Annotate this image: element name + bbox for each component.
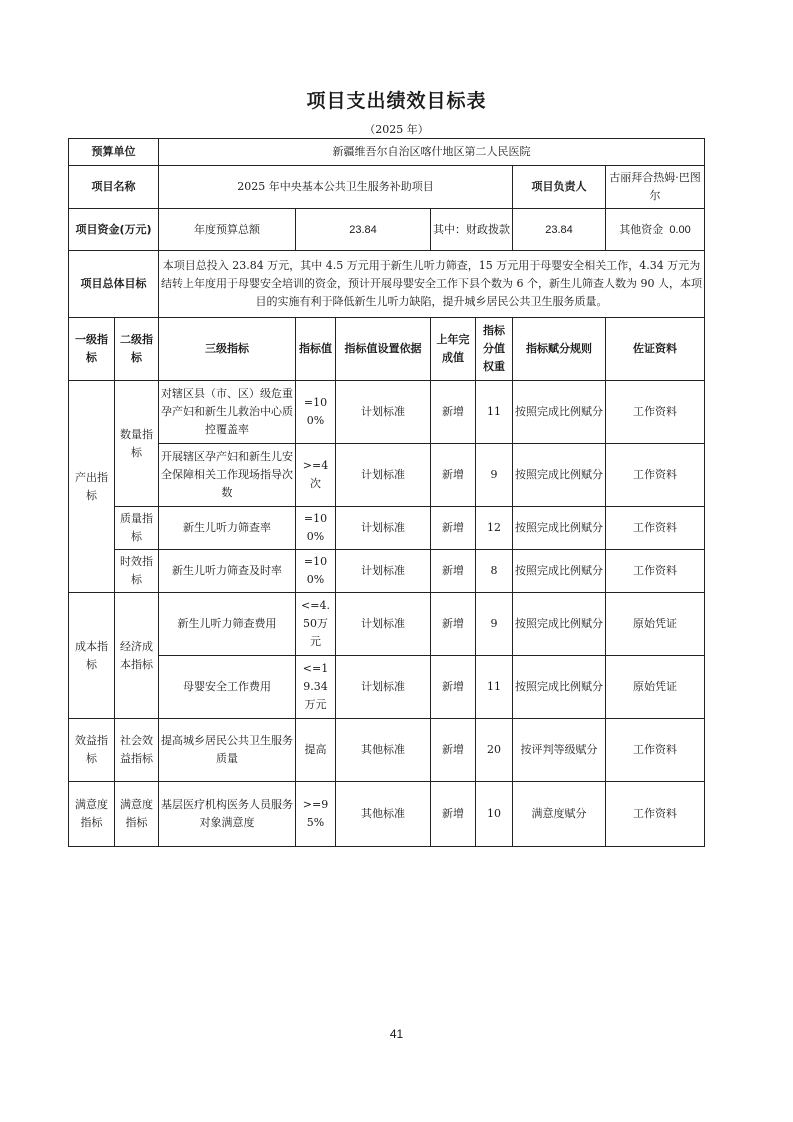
project-name-value: 2025 年中央基本公共卫生服务补助项目 (159, 166, 513, 209)
basis-cell: 计划标准 (336, 507, 431, 550)
value-cell: >=95% (296, 782, 336, 847)
project-funds-label: 项目资金(万元) (69, 209, 159, 251)
table-row (69, 444, 705, 507)
project-funds-row (69, 209, 705, 251)
basis-cell: 计划标准 (336, 593, 431, 656)
basis-cell: 计划标准 (336, 381, 431, 444)
page-number: 41 (389, 1027, 404, 1041)
basis-cell: 计划标准 (336, 656, 431, 719)
value-cell: <=4.50万元 (296, 593, 336, 656)
basis-cell: 计划标准 (336, 550, 431, 593)
table-row (69, 782, 705, 847)
level2-cell: 质量指标 (115, 507, 159, 550)
level2-cell: 满意度指标 (115, 782, 159, 847)
level2-cell: 经济成本指标 (115, 593, 159, 719)
level3-cell: 新生儿听力筛查费用 (159, 593, 296, 656)
table-row (69, 656, 705, 719)
level3-cell: 开展辖区孕产妇和新生儿安全保障相关工作现场指导次数 (159, 444, 296, 507)
evidence-cell: 工作资料 (606, 381, 705, 444)
col-evidence: 佐证资料 (606, 318, 705, 381)
last-year-cell: 新增 (431, 656, 476, 719)
last-year-cell: 新增 (431, 719, 476, 782)
column-header-row (69, 318, 705, 381)
evidence-cell: 工作资料 (606, 550, 705, 593)
level2-cell: 时效指标 (115, 550, 159, 593)
level1-cell: 产出指标 (69, 381, 115, 593)
performance-target-table (68, 138, 705, 847)
level3-cell: 对辖区县（市、区）级危重孕产妇和新生儿救治中心质控覆盖率 (159, 381, 296, 444)
level2-cell: 数量指标 (115, 381, 159, 507)
evidence-cell: 原始凭证 (606, 593, 705, 656)
level3-cell: 新生儿听力筛查率 (159, 507, 296, 550)
level1-cell: 满意度指标 (69, 782, 115, 847)
basis-cell: 其他标准 (336, 719, 431, 782)
rule-cell: 按照完成比例赋分 (513, 550, 606, 593)
evidence-cell: 工作资料 (606, 507, 705, 550)
last-year-cell: 新增 (431, 782, 476, 847)
rule-cell: 按照完成比例赋分 (513, 507, 606, 550)
weight-cell: 9 (476, 593, 513, 656)
fiscal-allocation-label: 其中：财政拨款 (431, 209, 513, 251)
fiscal-allocation-value: 23.84 (513, 209, 606, 251)
weight-cell: 11 (476, 656, 513, 719)
level3-cell: 母婴安全工作费用 (159, 656, 296, 719)
last-year-cell: 新增 (431, 444, 476, 507)
rule-cell: 按照完成比例赋分 (513, 444, 606, 507)
value-cell: =100% (296, 507, 336, 550)
other-funds-cell (606, 209, 705, 251)
other-funds-label: 其他资金 (619, 223, 664, 236)
last-year-cell: 新增 (431, 507, 476, 550)
level3-cell: 新生儿听力筛查及时率 (159, 550, 296, 593)
col-rule: 指标赋分规则 (513, 318, 606, 381)
table-row (69, 507, 705, 550)
weight-cell: 12 (476, 507, 513, 550)
weight-cell: 20 (476, 719, 513, 782)
col-level3: 三级指标 (159, 318, 296, 381)
level3-cell: 基层医疗机构医务人员服务对象满意度 (159, 782, 296, 847)
evidence-cell: 工作资料 (606, 782, 705, 847)
weight-cell: 9 (476, 444, 513, 507)
project-name-label: 项目名称 (69, 166, 159, 209)
overall-goal-text: 本项目总投入 23.84 万元，其中 4.5 万元用于新生儿听力筛查，15 万元用于母婴安全相关工作，4.34 万元为结转上年度用于母婴安全培训的资金，预计开展母婴安全工作下县个数为 6 个，新生儿筛查人数为 90 人，本项目的实施有利于降低新生儿听力缺陷，提升城乡居民公共卫生服务质量。 (159, 251, 705, 318)
level1-cell: 成本指标 (69, 593, 115, 719)
value-cell: >=4次 (296, 444, 336, 507)
table-row (69, 593, 705, 656)
document-title: 项目支出绩效目标表 (306, 90, 487, 112)
rule-cell: 按评判等级赋分 (513, 719, 606, 782)
col-weight: 指标分值权重 (476, 318, 513, 381)
budget-unit-row (69, 139, 705, 166)
project-name-row (69, 166, 705, 209)
other-funds-value: 0.00 (669, 223, 691, 236)
last-year-cell: 新增 (431, 593, 476, 656)
value-cell: 提高 (296, 719, 336, 782)
level2-cell: 社会效益指标 (115, 719, 159, 782)
value-cell: <=19.34万元 (296, 656, 336, 719)
annual-budget-label: 年度预算总额 (159, 209, 296, 251)
weight-cell: 11 (476, 381, 513, 444)
weight-cell: 10 (476, 782, 513, 847)
table-row (69, 381, 705, 444)
evidence-cell: 工作资料 (606, 719, 705, 782)
evidence-cell: 工作资料 (606, 444, 705, 507)
col-value: 指标值 (296, 318, 336, 381)
rule-cell: 按照完成比例赋分 (513, 381, 606, 444)
level3-cell: 提高城乡居民公共卫生服务质量 (159, 719, 296, 782)
basis-cell: 其他标准 (336, 782, 431, 847)
col-level2: 二级指标 (115, 318, 159, 381)
last-year-cell: 新增 (431, 550, 476, 593)
basis-cell: 计划标准 (336, 444, 431, 507)
evidence-cell: 原始凭证 (606, 656, 705, 719)
value-cell: =100% (296, 381, 336, 444)
budget-unit-label: 预算单位 (69, 139, 159, 166)
table-row (69, 719, 705, 782)
level1-cell: 效益指标 (69, 719, 115, 782)
col-level1: 一级指标 (69, 318, 115, 381)
col-basis: 指标值设置依据 (336, 318, 431, 381)
budget-unit-value: 新疆维吾尔自治区喀什地区第二人民医院 (159, 139, 705, 166)
project-lead-label: 项目负责人 (513, 166, 606, 209)
document-year: （2025 年） (364, 123, 429, 136)
rule-cell: 按照完成比例赋分 (513, 593, 606, 656)
last-year-cell: 新增 (431, 381, 476, 444)
rule-cell: 满意度赋分 (513, 782, 606, 847)
table-row (69, 550, 705, 593)
rule-cell: 按照完成比例赋分 (513, 656, 606, 719)
overall-goal-label: 项目总体目标 (69, 251, 159, 318)
annual-budget-value: 23.84 (296, 209, 431, 251)
col-last-year: 上年完成值 (431, 318, 476, 381)
overall-goal-row (69, 251, 705, 318)
project-lead-value: 古丽拜合热姆·巴图尔 (606, 166, 705, 209)
value-cell: =100% (296, 550, 336, 593)
weight-cell: 8 (476, 550, 513, 593)
